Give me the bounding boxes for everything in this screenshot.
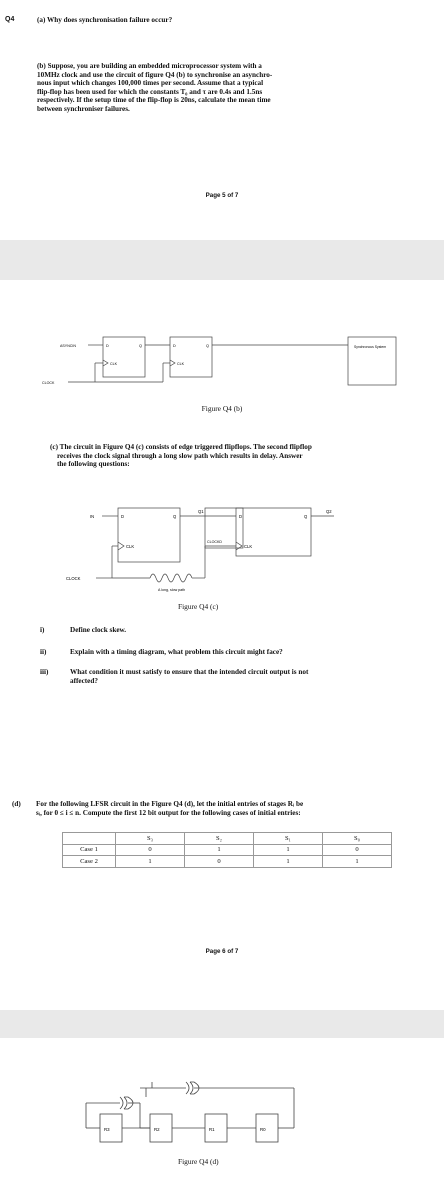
fig-b-clk1: CLK: [110, 362, 117, 366]
fig-d-stage-r3: R3: [104, 1127, 110, 1132]
subq-ii-number: ii): [40, 648, 47, 656]
table-cell: 0: [185, 856, 254, 868]
part-c-line: receives the clock signal through a long slow path which results in delay. Answer: [57, 451, 303, 460]
table-cell: 1: [254, 844, 323, 856]
table-cell: 1: [254, 856, 323, 868]
part-b-line: between synchroniser failures.: [37, 104, 130, 113]
fig-c-d2: D: [239, 514, 243, 519]
fig-b-q1: Q: [139, 344, 142, 348]
table-cell: Case 1: [63, 844, 116, 856]
part-c-line: (c) The circuit in Figure Q4 (c) consists of edge triggered flipflops. The second flipflop: [50, 443, 312, 451]
fig-b-q2: Q: [206, 344, 209, 348]
fig-d-stage-r0: R0: [260, 1127, 266, 1132]
fig-b-clock: CLOCK: [42, 381, 55, 385]
fig-c-clk1: CLK: [126, 544, 135, 549]
fig-b-d2: D: [173, 344, 176, 348]
part-d-line: For the following LFSR circuit in the Figure Q4 (d), let the initial entries of stages Rᵢ be: [36, 800, 304, 808]
subq-i-text: Define clock skew.: [70, 626, 127, 634]
fig-c-caption: Figure Q4 (c): [178, 602, 219, 611]
part-d-text: [36, 800, 303, 817]
table-header-cell: S₂: [185, 833, 254, 845]
page-number-6: Page 6 of 7: [205, 948, 239, 955]
part-b-line: respectively. If the setup time of the flip-flop is 20ns, calculate the mean time: [37, 96, 271, 105]
fig-c-slowpath: A long, slow path: [158, 588, 186, 592]
table-cell: 1: [185, 844, 254, 856]
table-header-cell: S₁: [254, 833, 323, 845]
fig-d-stage-r1: R1: [209, 1127, 215, 1132]
subq-ii-text: Explain with a timing diagram, what problem this circuit might face?: [70, 648, 283, 656]
part-a-text: (a) Why does synchronisation failure occur?: [37, 16, 173, 24]
subq-iii-text: [70, 668, 308, 685]
part-d-label: (d): [12, 800, 21, 808]
part-b-line: 10MHz clock and use the circuit of figure Q4 (b) to synchronise an asynchro-: [37, 70, 273, 79]
fig-b-clk2: CLK: [177, 362, 184, 366]
fig-b-asyncin: ASYNCIN: [60, 344, 76, 348]
subq-iii-line: What condition it must satisfy to ensure that the intended circuit output is not: [70, 668, 309, 676]
part-b-line: nous input which changes 100,000 times per second. Assume that a typical: [37, 79, 264, 88]
fig-b-d1: D: [106, 344, 109, 348]
table-header-cell: S₀: [323, 833, 392, 845]
fig-c-clk2: CLK: [244, 544, 253, 549]
fig-d-stage-r2: R2: [154, 1127, 160, 1132]
table-header-row: [63, 833, 392, 845]
subq-iii-number: iii): [40, 668, 49, 676]
part-b-line: flip-flop has been used for which the constants T₀ and τ are 0.4s and 1.5ns: [37, 87, 263, 96]
part-c-line: the following questions:: [57, 460, 130, 469]
fig-c-clock: CLOCK: [66, 576, 81, 581]
table-row: [63, 856, 392, 868]
table-cell: 1: [116, 856, 185, 868]
table-header-cell: S₃: [116, 833, 185, 845]
fig-d-caption: Figure Q4 (d): [178, 1157, 219, 1166]
fig-c-q1: Q1: [198, 509, 204, 514]
part-b-line: (b) Suppose, you are building an embedded microprocessor system with a: [37, 62, 262, 70]
question-number: Q4: [5, 16, 15, 23]
fig-c-q2-label: Q: [304, 514, 308, 519]
table-header-cell: [63, 833, 116, 845]
fig-c-d1: D: [121, 514, 125, 519]
part-c-text: [50, 443, 312, 469]
fig-b-system: Synchronous System: [354, 345, 387, 349]
fig-c-clockd: CLOCKD: [207, 540, 222, 544]
subq-i-number: i): [40, 626, 45, 634]
table-cell: Case 2: [63, 856, 116, 868]
lfsr-initial-entries-table: [62, 832, 392, 868]
fig-b-caption: Figure Q4 (b): [201, 404, 243, 413]
table-cell: 1: [323, 856, 392, 868]
fig-c-q1-label: Q: [173, 514, 177, 519]
part-d-line: sᵢ, for 0 ≤ i ≤ n. Compute the first 12 bit output for the following cases of initial entries:: [36, 808, 301, 817]
fig-c-q2: Q2: [326, 509, 332, 514]
table-row: [63, 844, 392, 856]
subq-iii-line: affected?: [70, 676, 98, 685]
page-number-5: Page 5 of 7: [205, 192, 239, 199]
table-cell: 0: [323, 844, 392, 856]
table-cell: 0: [116, 844, 185, 856]
fig-c-in: IN: [90, 514, 95, 519]
